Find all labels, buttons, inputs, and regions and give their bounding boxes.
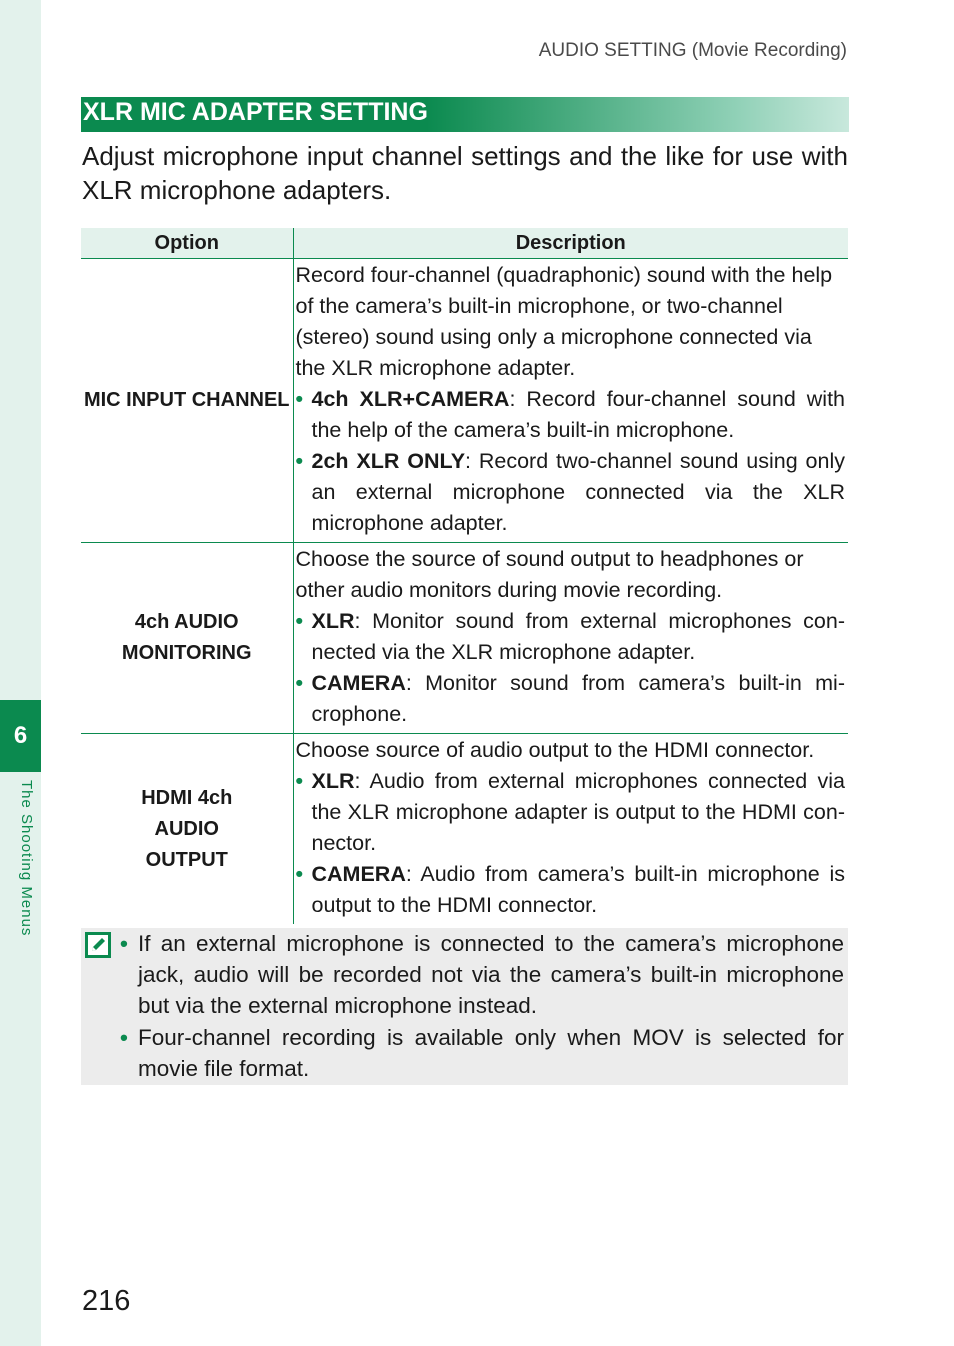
note-text: If an external microphone is connected to the camera’s microphone jack, audio will be recorded not via the camera’s built-in microphone but via the external microphone instead. <box>138 931 844 1018</box>
chapter-side-tab <box>0 0 41 1346</box>
section-title: XLR MIC ADAPTER SETTING <box>83 98 428 126</box>
setting-text: : Monitor sound from external microphones con-nected via the XLR microphone adapter. <box>311 609 845 664</box>
bullet-dot-icon: • <box>120 1025 128 1050</box>
setting-term: XLR <box>311 609 355 633</box>
note-item <box>120 928 844 1021</box>
options-table <box>81 228 848 924</box>
table-row <box>81 259 848 543</box>
table-row <box>81 543 848 734</box>
intro-paragraph: Adjust microphone input channel settings and the like for use with XLR microphone adapters. <box>82 141 848 205</box>
running-head: AUDIO SETTING (Movie Recording) <box>538 40 847 61</box>
note-list <box>120 928 844 1084</box>
setting-text: : Monitor sound from camera’s built-in mi-crophone. <box>311 671 845 726</box>
pencil-note-icon <box>84 931 112 959</box>
table-row <box>81 734 848 925</box>
option-description <box>293 259 848 543</box>
bullet-dot-icon: • <box>295 609 304 633</box>
setting-text: : Record two-channel sound using only an external microphone connected via the XLR microphone adapter. <box>311 449 845 535</box>
bullet-dot-icon: • <box>295 449 304 473</box>
list-item <box>296 446 846 539</box>
description-text: Record four-channel (quadraphonic) sound with the help of the camera’s built-in microphone, or two-channel (stereo) sound using only a microphone connected via the XLR microphone adapter. <box>295 263 833 380</box>
bullet-dot-icon: • <box>295 769 304 793</box>
setting-term: CAMERA <box>311 862 406 886</box>
setting-text: : Audio from external microphones connected via the XLR microphone adapter is output to the HDMI con-nector. <box>311 769 845 855</box>
list-item <box>296 606 846 668</box>
chapter-number: 6 <box>13 722 28 749</box>
description-text: Choose source of audio output to the HDMI connector. <box>295 738 815 762</box>
setting-term: 2ch XLR ONLY <box>311 449 466 473</box>
option-description <box>293 543 848 734</box>
description-text: Choose the source of sound output to headphones or other audio monitors during movie recording. <box>295 547 804 602</box>
list-item <box>296 668 846 730</box>
option-name: HDMI 4ch AUDIO OUTPUT <box>81 734 293 925</box>
note-item <box>120 1022 844 1084</box>
list-item <box>296 384 846 446</box>
setting-text: : Audio from camera’s built-in microphone is output to the HDMI connector. <box>311 862 845 917</box>
bullet-dot-icon: • <box>295 862 304 886</box>
bullet-dot-icon: • <box>295 671 304 695</box>
setting-term: 4ch XLR+CAMERA <box>311 387 510 411</box>
setting-term: XLR <box>311 769 355 793</box>
setting-term: CAMERA <box>311 671 406 695</box>
bullet-dot-icon: • <box>295 387 304 411</box>
option-name: MIC INPUT CHANNEL <box>81 259 293 543</box>
list-item <box>296 859 846 921</box>
setting-text: : Record four-channel sound with the help of the camera’s built-in microphone. <box>311 387 845 442</box>
list-item <box>296 766 846 859</box>
column-header-description: Description <box>293 228 848 259</box>
option-name: 4ch AUDIO MONITORING <box>81 543 293 734</box>
note-text: Four-channel recording is available only when MOV is selected for movie file format. <box>138 1025 844 1081</box>
column-header-option: Option <box>81 228 293 259</box>
chapter-name: The Shooting Menus <box>18 780 35 937</box>
option-description <box>293 734 848 925</box>
bullet-dot-icon: • <box>120 931 128 956</box>
page-number: 216 <box>82 1285 131 1317</box>
table-header-row <box>81 228 848 259</box>
